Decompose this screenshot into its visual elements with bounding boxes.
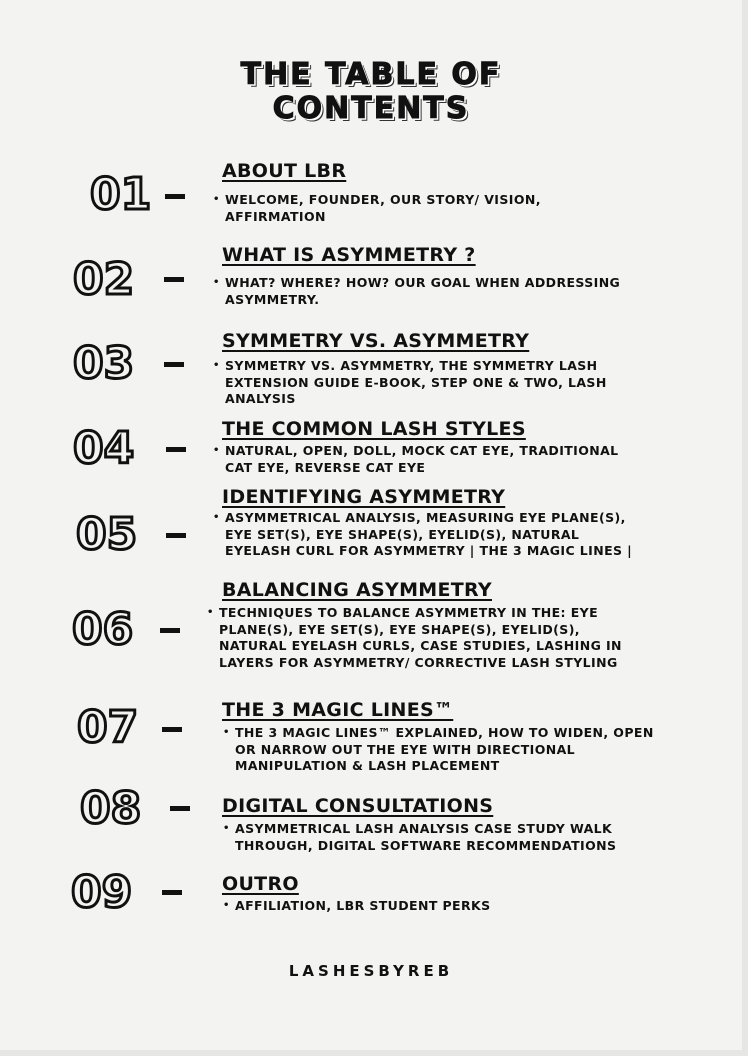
entry-dash [164, 277, 184, 282]
entry-number: 05 [76, 509, 138, 560]
entry-dash [166, 447, 186, 452]
entry-dash [165, 194, 185, 199]
entry-number: 08 [80, 783, 142, 834]
entry-dash [170, 806, 190, 811]
entry-description: • WELCOME, FOUNDER, OUR STORY/ VISION, AFFIRMATION [213, 192, 541, 224]
title-line-1: THE TABLE OF [240, 57, 502, 92]
entry-number: 03 [73, 338, 135, 389]
entry-number: 01 [90, 169, 152, 220]
entry-number: 06 [72, 604, 134, 655]
entry-number: 02 [73, 254, 135, 305]
entry-dash [162, 727, 182, 732]
entry-heading: DIGITAL CONSULTATIONS [222, 795, 494, 817]
page-title [0, 58, 742, 126]
entry-number: 07 [77, 702, 139, 753]
entry-heading: ABOUT LBR [222, 160, 347, 182]
entry-description: • WHAT? WHERE? HOW? OUR GOAL WHEN ADDRESSING ASYMMETRY. [213, 275, 621, 307]
entry-heading: BALANCING ASYMMETRY [222, 579, 492, 601]
entry-heading: THE COMMON LASH STYLES [222, 418, 526, 440]
entry-dash [162, 890, 182, 895]
entry-heading: OUTRO [222, 873, 299, 895]
title-line-2: CONTENTS [272, 91, 470, 126]
entry-dash [166, 533, 186, 538]
entry-description: • AFFILIATION, LBR STUDENT PERKS [223, 898, 491, 913]
footer-brand: LASHESBYREB [288, 962, 454, 980]
entry-description: • THE 3 MAGIC LINES™ EXPLAINED, HOW TO WIDEN, OPEN OR NARROW OUT THE EYE WITH DIRECTIONAL MANIPULATION & LASH PLACEMENT [223, 725, 654, 774]
entry-dash [164, 362, 184, 367]
entry-description: • ASYMMETRICAL LASH ANALYSIS CASE STUDY WALK THROUGH, DIGITAL SOFTWARE RECOMMENDATIONS [223, 821, 617, 853]
entry-description: • TECHNIQUES TO BALANCE ASYMMETRY IN THE: EYE PLANE(S), EYE SET(S), EYE SHAPE(S), EYELID(S), NATURAL EYELASH CURLS, CASE STUDIES, LASHING IN LAYERS FOR ASYMMETRY/ CORRECTIVE LASH STYLING [207, 605, 622, 671]
entry-heading: SYMMETRY VS. ASYMMETRY [222, 330, 530, 352]
entry-heading: WHAT IS ASYMMETRY ? [222, 244, 476, 266]
entry-number: 04 [73, 423, 135, 474]
entry-heading: IDENTIFYING ASYMMETRY [222, 486, 506, 508]
entry-description: • ASYMMETRICAL ANALYSIS, MEASURING EYE PLANE(S), EYE SET(S), EYE SHAPE(S), EYELID(S), NATURAL EYELASH CURL FOR ASYMMETRY | THE 3 MAGIC LINES | [213, 510, 633, 559]
entry-dash [160, 628, 180, 633]
entry-heading: THE 3 MAGIC LINES™ [222, 699, 454, 721]
entry-description: • NATURAL, OPEN, DOLL, MOCK CAT EYE, TRADITIONAL CAT EYE, REVERSE CAT EYE [213, 443, 619, 475]
entry-number: 09 [71, 867, 133, 918]
entry-description: • SYMMETRY VS. ASYMMETRY, THE SYMMETRY LASH EXTENSION GUIDE E-BOOK, STEP ONE & TWO, LASH ANALYSIS [213, 358, 607, 407]
